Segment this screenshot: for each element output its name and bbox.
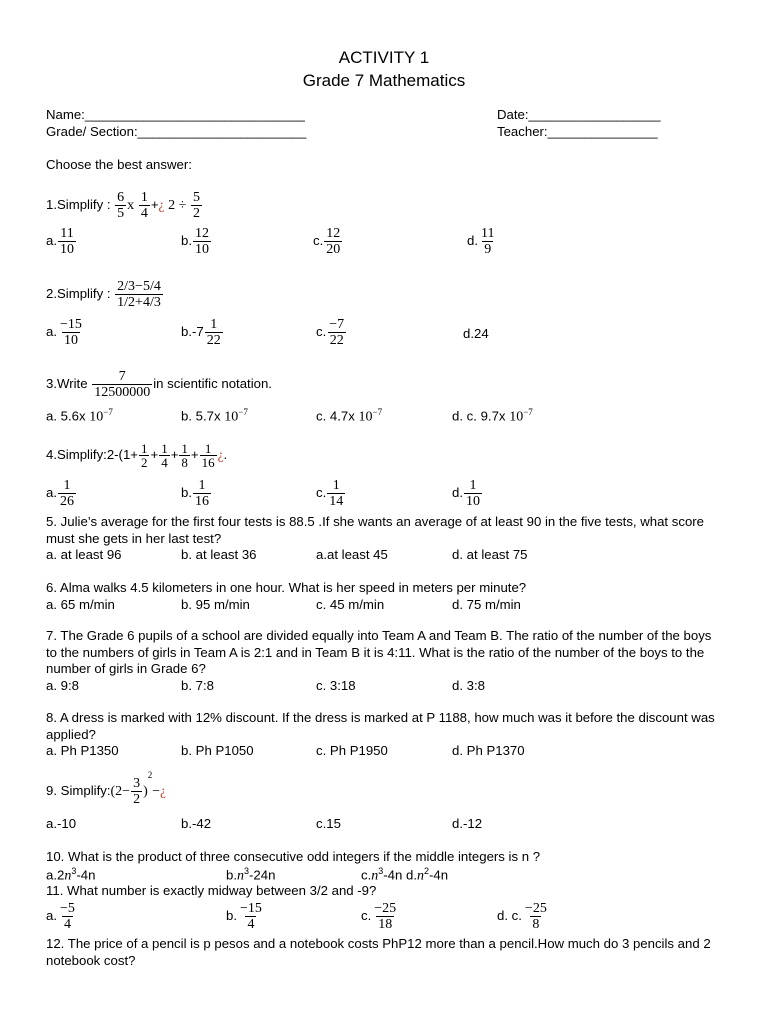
fraction: $\frac{3}{2}$ — [133, 776, 141, 807]
q10-option-a[interactable]: $a.2n^3-4n$ — [46, 866, 96, 884]
activity-title: ACTIVITY 1 — [338, 48, 430, 67]
q4-option-a[interactable]: a. $\frac{1}{26}$ — [46, 478, 74, 509]
q2-option-d[interactable]: d.24 — [463, 326, 489, 341]
q3-option-c[interactable]: c. 4.7x $10^{-7}$ — [316, 407, 383, 425]
q9-option-b[interactable]: b.-42 — [181, 816, 212, 831]
q7-option-d[interactable]: d. 3:8 — [452, 678, 485, 693]
question-3-prefix: 3.Write — [46, 375, 88, 391]
q5-option-c[interactable]: a.at least 45 — [316, 547, 388, 562]
q9-option-a[interactable]: a.-10 — [46, 816, 77, 831]
q6-option-d[interactable]: d. 75 m/min — [452, 597, 521, 612]
plus-sign: + — [150, 196, 159, 212]
q1-option-d[interactable]: d. $\frac{11}{9}$ — [467, 226, 495, 257]
grade-section-field[interactable]: Grade/ Section:_______________________ — [46, 124, 307, 139]
q3-option-b[interactable]: b. 5.7x $10^{-7}$ — [181, 407, 248, 425]
question-1 — [46, 190, 203, 221]
question-1-prefix: 1.Simplify : — [46, 196, 111, 212]
question-12: 12. The price of a pencil is p pesos and a notebook costs PhP12 more than a pencil.How much do 3 pencils and 2 notebook cost? — [46, 936, 711, 968]
fraction: $\frac{2/3-5/4}{1/2+4/3}$ — [117, 279, 161, 310]
q1-option-a[interactable]: a. $\frac{11}{10}$ — [46, 226, 74, 257]
question-11: 11. What number is exactly midway between 3/2 and -9? — [46, 883, 377, 898]
q7-option-c[interactable]: c. 3:18 — [316, 678, 356, 693]
q10-option-d[interactable]: $d.n^2-4n$ — [406, 866, 449, 884]
fraction: $\frac{1}{4}$ — [140, 190, 148, 221]
question-4: 4.Simplify:2-(1+ $\frac{1}{2}$ + $\frac{1}{4}$ + $\frac{1}{8}$ + $\frac{1}{16}$ ¿. — [46, 441, 228, 470]
teacher-field[interactable]: Teacher:_______________ — [497, 124, 658, 139]
fraction: $\frac{7}{12500000}$ — [94, 369, 151, 400]
q5-option-b[interactable]: b. at least 36 — [181, 547, 257, 562]
q7-option-b[interactable]: b. 7:8 — [181, 678, 214, 693]
divide-term: 2 ÷ — [168, 197, 187, 213]
question-2 — [46, 279, 164, 310]
q9-option-d[interactable]: d.-12 — [452, 816, 483, 831]
placeholder-glyph: ¿ — [158, 196, 165, 212]
fraction: $\frac{1}{16}$ — [201, 441, 215, 470]
q3-option-d[interactable]: d. c. 9.7x $10^{-7}$ — [452, 407, 533, 425]
q8-option-c[interactable]: c. Ph P1950 — [316, 743, 388, 758]
question-9-prefix: 9. Simplify: — [46, 782, 111, 798]
q7-option-a[interactable]: a. 9:8 — [46, 678, 79, 693]
q2-option-c[interactable]: c. $\frac{-7}{22}$ — [316, 317, 345, 348]
q1-option-c[interactable]: c. $\frac{12}{20}$ — [313, 226, 341, 257]
q4-option-b[interactable]: b. $\frac{1}{16}$ — [181, 478, 209, 509]
q8-option-d[interactable]: d. Ph P1370 — [452, 743, 525, 758]
times-sign: x — [127, 197, 135, 213]
date-field[interactable]: Date:__________________ — [497, 107, 661, 122]
q8-option-a[interactable]: a. Ph P1350 — [46, 743, 119, 758]
question-2-prefix: 2.Simplify : — [46, 285, 111, 301]
q8-option-b[interactable]: b. Ph P1050 — [181, 743, 254, 758]
q5-option-a[interactable]: a. at least 96 — [46, 547, 122, 562]
placeholder-glyph: ¿ — [217, 446, 224, 462]
q9-option-c[interactable]: c.15 — [316, 816, 341, 831]
placeholder-glyph: ¿ — [160, 782, 166, 798]
q3-option-a[interactable]: a. 5.6x $10^{-7}$ — [46, 407, 113, 425]
fraction: $\frac{1}{4}$ — [161, 441, 168, 470]
q11-option-b[interactable]: b. $\frac{-15}{4}$ — [226, 901, 262, 932]
instructions: Choose the best answer: — [46, 157, 192, 172]
q11-option-d[interactable]: d. c. $\frac{-25}{8}$ — [497, 901, 547, 932]
q10-option-b[interactable]: $b.n^3-24n$ — [226, 866, 276, 884]
question-4-prefix: 4.Simplify:2-(1+ — [46, 446, 138, 462]
q1-option-b[interactable]: b. $\frac{12}{10}$ — [181, 226, 209, 257]
question-6: 6. Alma walks 4.5 kilometers in one hour. What is her speed in meters per minute? — [46, 580, 527, 595]
q2-option-a[interactable]: a. $\frac{-15}{10}$ — [46, 317, 82, 348]
question-7: 7. The Grade 6 pupils of a school are divided equally into Team A and Team B. The ratio of the number of the boys to the numbers of girls in Team A is 2:1 and in Team B it is 4:11. What is the ratio of the number of the boys to the number of girls in Grade 6? — [46, 628, 712, 676]
name-field[interactable]: Name:______________________________ — [46, 107, 305, 122]
fraction: $\frac{5}{2}$ — [192, 190, 200, 221]
q11-option-a[interactable]: a. $\frac{-5}{4}$ — [46, 901, 75, 932]
question-3-suffix: in scientific notation. — [153, 375, 272, 391]
q11-option-c[interactable]: c. $\frac{-25}{18}$ — [361, 901, 397, 932]
q6-option-a[interactable]: a. 65 m/min — [46, 597, 115, 612]
activity-subtitle: Grade 7 Mathematics — [302, 71, 466, 90]
fraction: $\frac{1}{2}$ — [140, 441, 148, 470]
fraction: $\frac{1}{8}$ — [181, 441, 188, 470]
q5-option-d[interactable]: d. at least 75 — [452, 547, 528, 562]
fraction: $\frac{6}{5}$ — [117, 190, 125, 221]
question-3 — [46, 369, 272, 400]
q10-option-c[interactable]: $c.n^3-4n$ — [361, 866, 403, 884]
q4-option-d[interactable]: d. $\frac{1}{10}$ — [452, 478, 480, 509]
question-9: 9. Simplify:(2− $\frac{3}{2}$ )$^2$−¿ — [46, 769, 166, 807]
q6-option-b[interactable]: b. 95 m/min — [181, 597, 250, 612]
q6-option-c[interactable]: c. 45 m/min — [316, 597, 385, 612]
question-10: 10. What is the product of three consecutive odd integers if the middle integers is n ? — [46, 849, 541, 864]
q4-option-c[interactable]: c. $\frac{1}{14}$ — [316, 478, 344, 509]
q2-option-b[interactable]: b.-7 $\frac{1}{22}$ — [181, 317, 221, 348]
question-5: 5. Julie’s average for the first four tests is 88.5 .If she wants an average of at least 90 in the five tests, what score must she gets in her last test? — [46, 514, 705, 546]
question-8: 8. A dress is marked with 12% discount. If the dress is marked at P 1188, how much was it before the discount was applied? — [46, 710, 715, 742]
